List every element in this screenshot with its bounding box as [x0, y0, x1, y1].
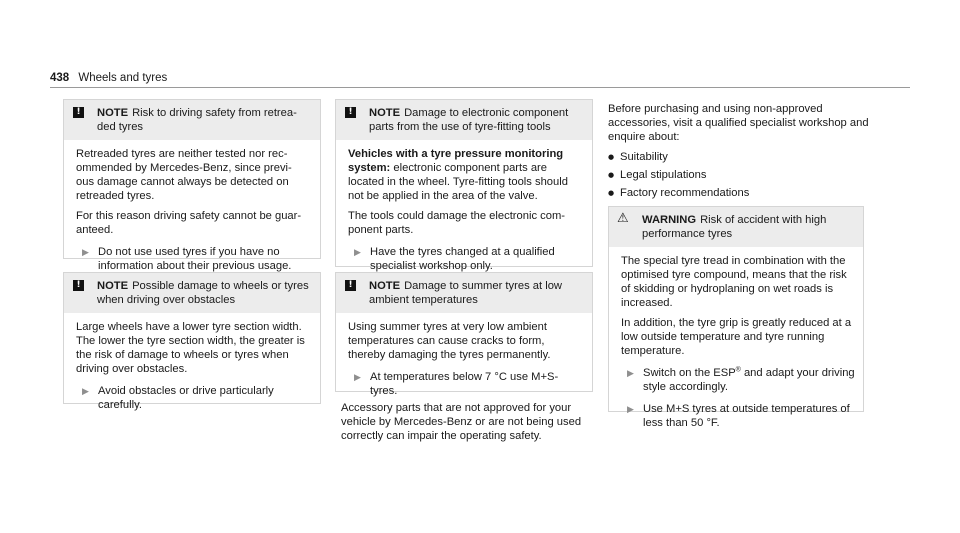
arrow-right-icon: ▶	[354, 248, 361, 258]
instruction-step	[621, 366, 855, 394]
note-label: NOTE	[369, 280, 401, 292]
accessory-paragraph	[341, 401, 593, 443]
note-label: NOTE	[97, 280, 129, 292]
note-header	[64, 273, 320, 313]
note-summer-tyres	[335, 272, 593, 397]
note-title: Damage to electronic component parts from the use of tyre-fitting tools	[369, 107, 569, 133]
note-paragraph: Large wheels have a lower tyre section width. The lower the tyre section width, the greater is the risk of damage to wheels or tyres when driving over obstacles.	[76, 321, 305, 375]
warning-header	[609, 207, 863, 247]
section-title: Wheels and tyres	[78, 72, 168, 84]
page-header	[50, 71, 167, 85]
exclamation-icon: !	[73, 107, 84, 118]
note-title: Damage to summer tyres at low ambient temperatures	[369, 280, 562, 306]
list-item: ● Legal stipulations	[608, 168, 870, 182]
instruction-step	[348, 370, 584, 398]
instruction-step	[621, 402, 855, 430]
exclamation-icon: !	[345, 107, 356, 118]
note-header	[336, 273, 592, 313]
note-label: NOTE	[369, 107, 401, 119]
list-item: ● Suitability	[608, 150, 870, 164]
warning-label: WARNING	[642, 214, 697, 226]
note-label: NOTE	[97, 107, 129, 119]
step-text-pre: Switch on the ESP	[643, 367, 736, 379]
instruction-step	[348, 245, 584, 273]
exclamation-icon: !	[73, 280, 84, 291]
instruction-step	[76, 384, 312, 412]
arrow-right-icon: ▶	[354, 373, 361, 383]
note-title: Risk to driving safety from retrea- ded tyres	[97, 107, 297, 133]
arrow-right-icon: ▶	[627, 405, 634, 415]
note-electronic-components	[335, 99, 593, 272]
bold-lead: Vehicles with a tyre pressure monitoring system:	[348, 148, 564, 174]
purchase-intro: Before purchasing and using non-approved accessories, visit a qualified specialist workshop and enquire about:	[608, 103, 869, 143]
note-large-wheels	[63, 272, 321, 411]
step-text: Do not use used tyres if you have no information about their previous usage.	[98, 246, 292, 272]
note-paragraph: Using summer tyres at very low ambient temperatures can cause cracks to form, thereby damaging the tyres permanently.	[348, 321, 551, 361]
note-title: Possible damage to wheels or tyres when driving over obstacles	[97, 280, 309, 306]
note-paragraph	[348, 147, 584, 203]
step-text: Have the tyres changed at a qualified specialist workshop only.	[370, 246, 555, 272]
note-retreaded-tyres	[63, 99, 321, 272]
page-number: 438	[50, 72, 70, 84]
warning-triangle-icon: ⚠	[617, 211, 629, 226]
arrow-right-icon: ▶	[82, 387, 89, 397]
note-paragraph: The tools could damage the electronic com- ponent parts.	[348, 210, 566, 236]
registered-mark: ®	[735, 366, 741, 374]
enquiry-list	[608, 150, 870, 200]
exclamation-icon: !	[345, 280, 356, 291]
arrow-right-icon: ▶	[627, 369, 634, 379]
note-paragraph: For this reason driving safety cannot be guar- anteed.	[76, 210, 302, 236]
step-text: At temperatures below 7 °C use M+S- tyres.	[370, 371, 559, 397]
note-paragraph: Retreaded tyres are neither tested nor rec- ommended by Mercedes-Benz, since previ- ous damage cannot always be detected on retreaded tyres.	[76, 148, 292, 202]
warning-title: Risk of accident with high performance tyres	[642, 214, 827, 240]
step-text: Avoid obstacles or drive particularly carefully.	[98, 385, 274, 411]
warning-paragraph: In addition, the tyre grip is greatly reduced at a low outside temperature and tyre running temperature.	[621, 317, 852, 357]
header-rule	[50, 87, 910, 88]
note-header	[64, 100, 320, 140]
step-text: Use M+S tyres at outside temperatures of less than 50 °F.	[643, 403, 850, 429]
lead-text: electronic component parts are located in the wheel. Tyre-fitting tools should not be applied in the area of the valve.	[348, 162, 568, 202]
warning-high-performance-tyres	[608, 206, 864, 429]
note-header	[336, 100, 592, 140]
accessory-text: Accessory parts that are not approved for your vehicle by Mercedes-Benz or are not being used correctly can impair the operating safety.	[341, 402, 582, 442]
instruction-step	[76, 245, 312, 273]
warning-paragraph: The special tyre tread in combination with the optimised tyre compound, means that the risk of skidding or hydroplaning on wet roads is increased.	[621, 255, 847, 309]
list-item: ● Factory recommendations	[608, 186, 870, 200]
arrow-right-icon: ▶	[82, 248, 89, 258]
purchase-section	[608, 102, 870, 204]
step-text-post: and adapt your driving style accordingly.	[643, 367, 855, 393]
